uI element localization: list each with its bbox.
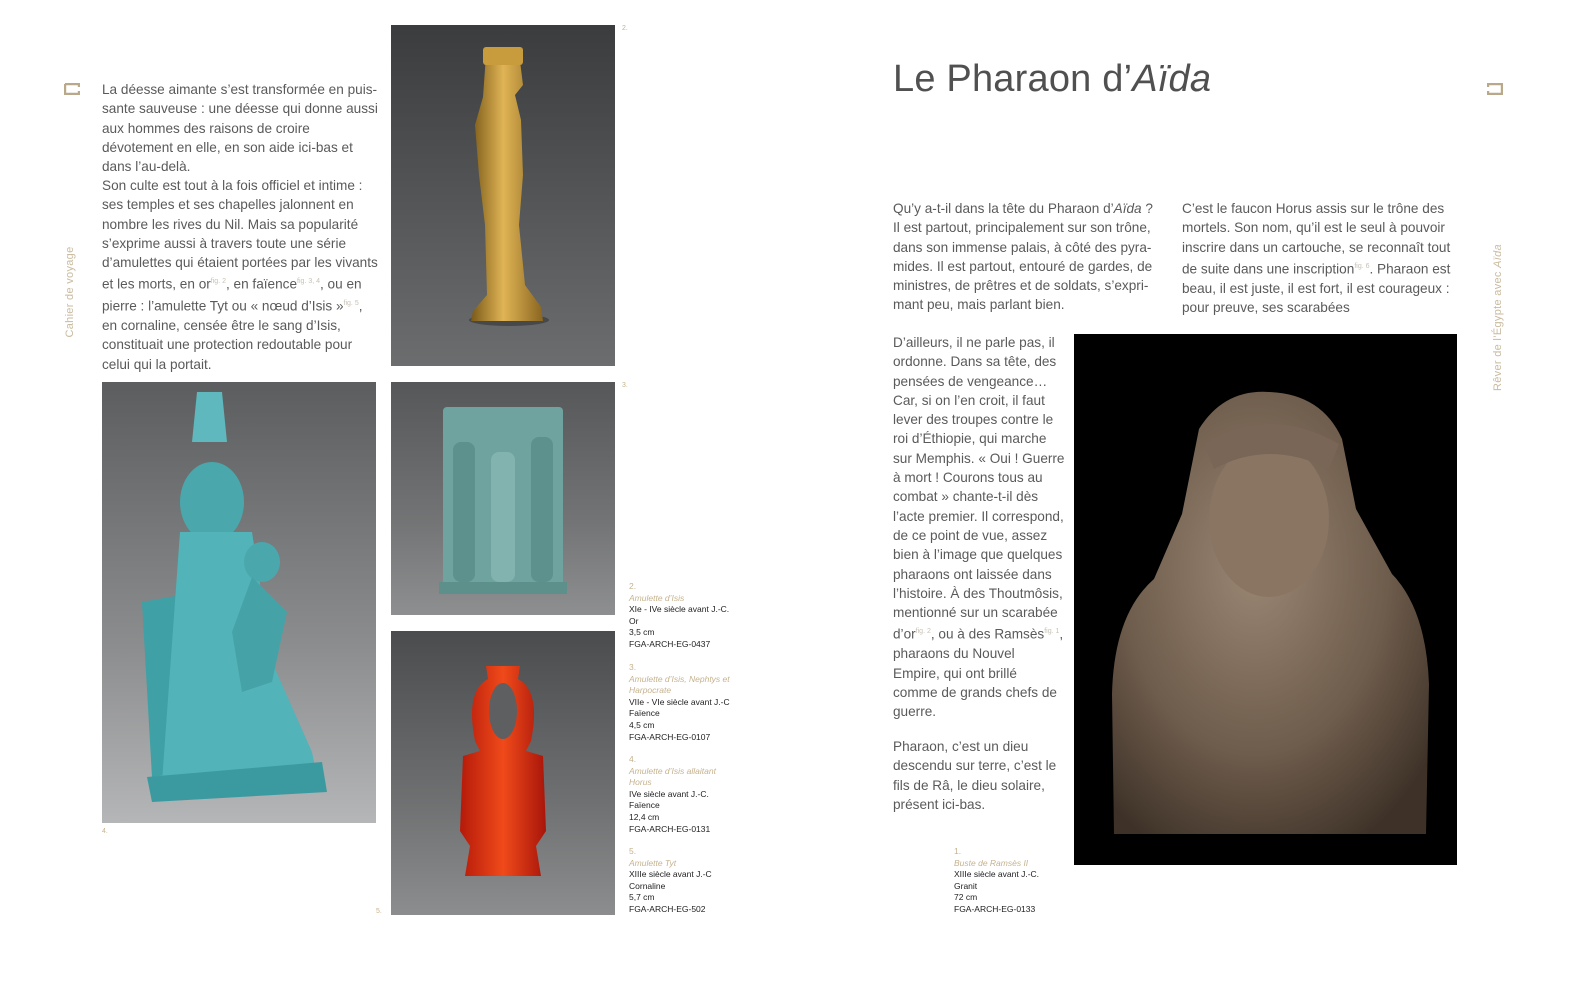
caption-line: Faïence [629, 800, 660, 811]
caption-line: FGA-ARCH-EG-502 [629, 903, 706, 914]
caption-line: Cornaline [629, 880, 666, 891]
caption-fig-3 [629, 662, 739, 743]
fig-number-4: 4. [102, 828, 108, 835]
caption-title: Amulette d’Isis [629, 592, 685, 603]
fig-number-5: 5. [376, 908, 382, 915]
caption-line: XIIIe siècle avant J.-C [629, 869, 712, 880]
caption-line: 5,7 cm [629, 892, 655, 903]
caption-number: 3. [629, 662, 637, 672]
caption-line: XIIIe siècle avant J.-C. [954, 869, 1040, 880]
caption-number: 2. [629, 581, 637, 591]
caption-title: Amulette d’Isis, Nephtys et Harpocrate [629, 673, 730, 696]
fig-number-2: 2. [622, 25, 628, 32]
photo-tyt-amulet [391, 631, 615, 915]
caption-title: Amulette Tyt [629, 857, 677, 868]
caption-line: 12,4 cm [629, 811, 660, 822]
photo-isis-nursing-horus [102, 382, 376, 823]
right-col2-paragraph: C’est le faucon Horus assis sur le trône des mortels. Son nom, qu’il est le seul à pouvoir inscrire dans un cartouche, se reconnaît tout de suite dans une inscription$^{fig. 6}$. Pharaon est beau, il est juste, il est fort, il est courageux : pour preuve, ses scarabées [1182, 201, 1451, 316]
caption-number: 1. [954, 846, 962, 856]
right-col1-paragraph-2: D’ailleurs, il ne parle pas, il ordonne. Dans sa tête, des pensées de vengeance… Car, si on l’en croit, il faut lever des troupes contre le roi d’Éthiopie, qui marche sur Memphis. « Oui ! Guerre à mort ! Courons tous au combat » chante-t-il dès l’acte premier. Il correspond, de ce point de vue, assez bien à l’image que quelques pharaons ont laissée dans l’histoire. À des Thoutmôsis, mentionné sur un scarabée d’or$^{fig. 2}$, ou à des Ramsès$^{fig. 1}$, pharaons du Nouvel Empire, qui ont brillé comme de grands chefs de guerre. [893, 335, 1065, 720]
left-paragraph-1: La déesse aimante s’est transformée en puissante sauveuse : une déesse qui donne aussi aux hommes des raisons de croire dévotement en elle, en son aide ici-bas et dans l’au-delà. [102, 82, 378, 175]
caption-line: Or [629, 615, 639, 626]
right-col1-paragraph-3: Pharaon, c’est un dieu descendu sur terre, c’est le fils de Râ, le dieu solaire, présent ici-bas. [893, 739, 1057, 812]
caption-number: 5. [629, 846, 637, 856]
left-sidebar-label: Cahier de voyage [64, 246, 76, 338]
left-paragraph-2: Son culte est tout à la fois officiel et intime : ses temples et ses chapelles jalonnent en nombre les rives du Nil. Mais sa popularité s’exprime aussi à travers toute une série d’amulettes qui étaient portées par les vivants et les morts, en or$^{fig. 2}$, en faïence$^{fig. 3, 4}$, ou en pierre : l’amulette Tyt ou « nœud d’Isis »$^{fig. 5}$, en cornaline, censée être le sang d’Isis, constituait une protection redoutable pour celui qui la portait. [102, 178, 378, 372]
caption-line: Granit [954, 880, 978, 891]
caption-line: 72 cm [954, 892, 978, 903]
right-sidebar-label: Rêver de l’Égypte avec Aïda [1492, 244, 1504, 391]
caption-line: FGA-ARCH-EG-0133 [954, 903, 1036, 914]
right-col1-paragraph-1: Qu’y a-t-il dans la tête du Pharaon d’Aïda ? Il est partout, principalement sur son trône, dans son immense palais, à côté des pyramides. Il est partout, entouré de gardes, de ministres, de prêtres et de soldats, s’exprimant peu, mais parlant bien. [893, 201, 1153, 313]
page-title: Le Pharaon d’Aïda [893, 58, 1212, 100]
photo-faience-triad-amulet [391, 382, 615, 615]
photo-gold-isis-amulet [391, 25, 615, 366]
caption-line: IVe siècle avant J.-C. [629, 788, 709, 799]
caption-number: 4. [629, 754, 637, 764]
caption-line: FGA-ARCH-EG-0131 [629, 823, 711, 834]
fig-number-3: 3. [622, 382, 628, 389]
right-bracket-icon [1487, 82, 1503, 100]
caption-fig-5 [629, 846, 749, 916]
caption-line: FGA-ARCH-EG-0107 [629, 731, 711, 742]
caption-fig-4 [629, 754, 719, 835]
caption-line: XIe - IVe siècle avant J.-C. [629, 604, 730, 615]
photo-bust-ramses-ii [1074, 334, 1457, 865]
caption-fig-1 [954, 846, 1064, 916]
caption-title: Amulette d’Isis allaitant Horus [629, 765, 716, 788]
caption-line: FGA-ARCH-EG-0437 [629, 638, 711, 649]
caption-line: Faïence [629, 708, 660, 719]
caption-line: 3,5 cm [629, 627, 655, 638]
left-bracket-icon [64, 82, 80, 100]
caption-line: 4,5 cm [629, 719, 655, 730]
caption-line: VIIe - VIe siècle avant J.-C [629, 696, 730, 707]
caption-title: Buste de Ramsès II [954, 857, 1029, 868]
caption-fig-2 [629, 581, 749, 651]
